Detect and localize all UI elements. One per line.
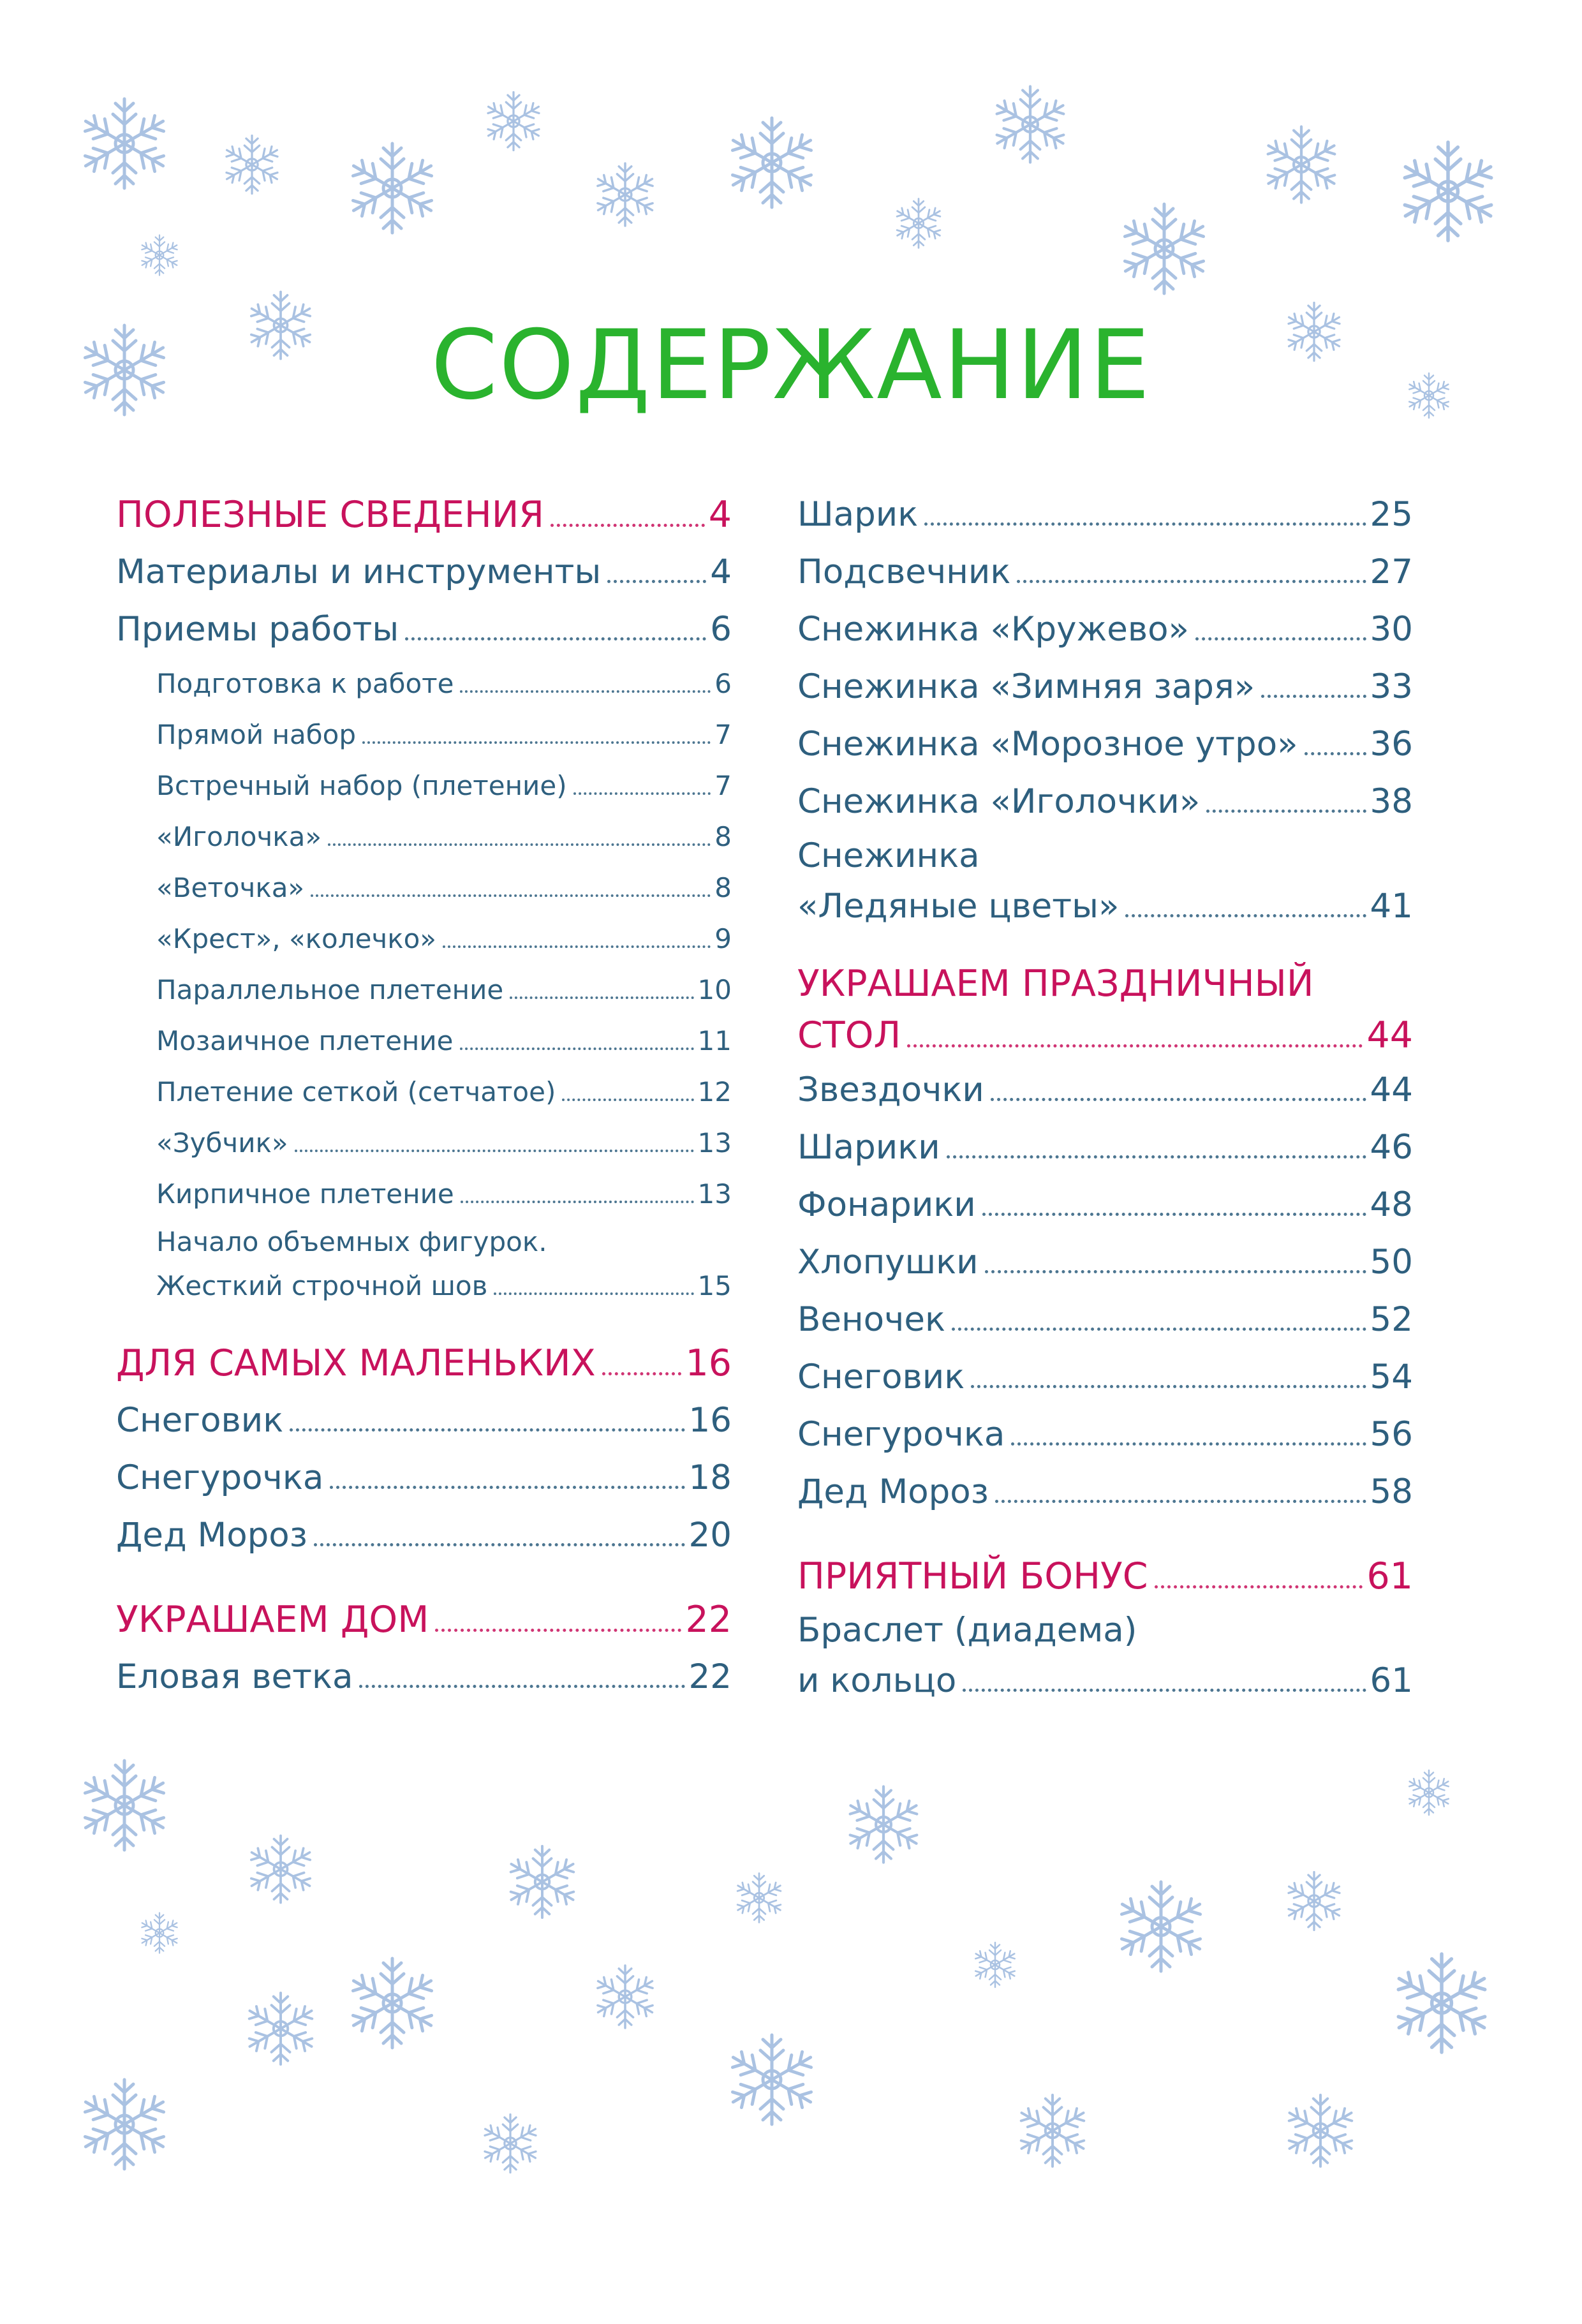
snowflake-icon: [482, 2115, 540, 2173]
toc-page-number: 16: [688, 1401, 732, 1440]
dot-leader: [405, 637, 706, 640]
toc-page-number: 27: [1370, 552, 1413, 591]
snowflake-icon: [80, 2080, 168, 2169]
toc-section: [116, 1335, 732, 1392]
toc-entry-label: Еловая ветка: [116, 1657, 353, 1696]
toc-entry-row: [797, 1291, 1413, 1349]
snowflake-icon: [1407, 1770, 1451, 1815]
toc-entry-row: [156, 658, 732, 709]
dot-leader: [1017, 580, 1366, 583]
toc-page-number: 18: [688, 1458, 732, 1497]
dot-leader: [1195, 637, 1366, 640]
toc-entry-row: [116, 1507, 732, 1564]
dot-leader: [1011, 1442, 1366, 1446]
toc-page-number: 8: [714, 872, 732, 903]
toc-item: [797, 1062, 1413, 1119]
toc-entry-label: «Зубчик»: [156, 1127, 288, 1158]
toc-entry-row: [797, 1176, 1413, 1234]
toc-item: [116, 601, 732, 658]
toc-page-number: 7: [714, 770, 732, 801]
toc-entry-label: Снеговик: [116, 1401, 284, 1440]
toc-page-number: 41: [1370, 887, 1413, 926]
toc-entry-row: [797, 486, 1413, 544]
toc-item: [797, 1291, 1413, 1349]
toc-page-number: 36: [1370, 725, 1413, 764]
toc-entry-label: Приемы работы: [116, 610, 399, 649]
toc-entry-label: ПРИЯТНЫЙ БОНУС: [797, 1555, 1148, 1597]
dot-leader: [1125, 914, 1366, 917]
toc-item: [797, 773, 1413, 831]
toc-entry-label: «Крест», «колечко»: [156, 923, 436, 954]
toc-item: [116, 1648, 732, 1706]
snowflake-icon: [348, 144, 436, 233]
toc-subitem: [116, 914, 732, 965]
toc-entry-label-line1: Браслет (диадема): [797, 1611, 1137, 1650]
toc-entry-label: Снеговик: [797, 1358, 965, 1396]
dot-leader: [985, 1270, 1366, 1273]
toc-item: [797, 658, 1413, 716]
toc-entry-row: [116, 486, 732, 544]
toc-entry-row: [797, 1062, 1413, 1119]
snowflake-icon: [223, 136, 281, 194]
toc-entry-label: Снежинка «Морозное утро»: [797, 725, 1298, 764]
dot-leader: [460, 690, 711, 693]
dot-leader: [330, 1486, 684, 1489]
toc-entry-row: [116, 1591, 732, 1648]
toc-subitem: [116, 965, 732, 1016]
toc-entry-row: [797, 1119, 1413, 1176]
toc-entry-label: «Веточка»: [156, 872, 305, 903]
toc-item: [116, 1449, 732, 1507]
dot-leader: [573, 792, 711, 795]
toc-right-column: [797, 486, 1413, 1706]
toc-page-number: 13: [697, 1127, 732, 1158]
toc-page-number: 15: [697, 1270, 732, 1301]
toc-entry-label: Жесткий строчной шов: [156, 1270, 488, 1301]
toc-page-number: 9: [714, 923, 732, 954]
toc-page-number: 44: [1370, 1070, 1413, 1109]
toc-page-number: 4: [710, 552, 732, 591]
dot-leader: [460, 1047, 694, 1050]
toc-subitem: [116, 1169, 732, 1220]
toc-entry-row: [797, 658, 1413, 716]
toc-page-number: 13: [697, 1178, 732, 1210]
toc-entry-label: Фонарики: [797, 1185, 976, 1224]
dot-leader: [1155, 1585, 1363, 1588]
toc-entry-label: Хлопушки: [797, 1243, 979, 1282]
toc-page-number: 16: [685, 1342, 732, 1384]
snowflake-icon: [80, 99, 168, 188]
toc-subitem: [116, 1016, 732, 1067]
toc-page-number: 46: [1370, 1128, 1413, 1167]
snowflake-icon: [1399, 142, 1497, 241]
dot-leader: [963, 1689, 1366, 1692]
snowflake-icon: [1393, 1954, 1490, 2052]
snowflake-icon: [1264, 127, 1339, 203]
toc-entry-label: Материалы и инструменты: [116, 552, 602, 591]
toc-entry-row: [156, 914, 732, 965]
dot-leader: [1206, 810, 1366, 813]
toc-page-number: 20: [688, 1516, 732, 1555]
toc-entry-row: [156, 1169, 732, 1220]
toc-subitem: [116, 1220, 732, 1308]
toc-item: [797, 1234, 1413, 1291]
toc-page-number: 6: [714, 668, 732, 699]
dot-leader: [359, 1685, 684, 1688]
toc-entry-label: Снегурочка: [797, 1415, 1005, 1454]
toc-section: [116, 1591, 732, 1648]
toc-entry-label-line1: Начало объемных фигурок.: [156, 1226, 547, 1257]
toc-entry-label: Подготовка к работе: [156, 668, 454, 699]
toc-item: [797, 1605, 1413, 1706]
toc-entry-row: [156, 965, 732, 1016]
toc-item: [797, 601, 1413, 658]
snowflake-icon: [993, 87, 1068, 163]
toc-entry-label: Снежинка «Кружево»: [797, 610, 1189, 649]
toc-entry-row: [797, 1009, 1413, 1062]
toc-item: [797, 544, 1413, 601]
dot-leader: [551, 524, 705, 527]
toc-entry-label-line1: УКРАШАЕМ ПРАЗДНИЧНЫЙ: [797, 963, 1314, 1005]
dot-leader: [1261, 695, 1366, 698]
toc-entry-row: [156, 760, 732, 811]
snowflake-icon: [1285, 2095, 1356, 2166]
dot-leader: [607, 580, 706, 583]
dot-leader: [435, 1629, 681, 1632]
toc-entry-row: [797, 1349, 1413, 1406]
dot-leader: [314, 1543, 685, 1546]
toc-item: [797, 1406, 1413, 1463]
toc-entry-row: [797, 1548, 1413, 1605]
toc-entry-label: Параллельное плетение: [156, 974, 504, 1005]
toc-entry-row: [797, 1406, 1413, 1463]
snowflake-icon: [348, 1958, 436, 2048]
toc-entry-label: Дед Мороз: [797, 1472, 989, 1511]
dot-leader: [510, 996, 693, 999]
toc-page-number: 11: [697, 1025, 732, 1056]
toc-entry-row: [156, 1067, 732, 1118]
dot-leader: [947, 1155, 1366, 1158]
dot-leader: [991, 1098, 1366, 1101]
toc-left-column: [116, 486, 732, 1706]
toc-page-number: 44: [1366, 1014, 1413, 1056]
snowflake-icon: [245, 1993, 316, 2064]
snowflake-icon: [973, 1943, 1017, 1987]
snowflake-icon: [894, 199, 943, 248]
dot-leader: [362, 741, 711, 744]
toc-entry-label: Веночек: [797, 1300, 945, 1339]
toc-page-number: 56: [1370, 1415, 1413, 1454]
toc-entry-row: [797, 1656, 1413, 1706]
toc-item: [797, 1119, 1413, 1176]
snowflake-icon: [1116, 1882, 1205, 1971]
toc-section: [116, 486, 732, 544]
toc-entry-label: Снежинка «Зимняя заря»: [797, 667, 1255, 706]
toc-entry-label: Плетение сеткой (сетчатое): [156, 1076, 556, 1107]
toc-subitem: [116, 658, 732, 709]
dot-leader: [971, 1385, 1366, 1388]
toc-entry-row: [156, 709, 732, 760]
dot-leader: [952, 1328, 1366, 1331]
dot-leader: [328, 843, 711, 846]
snowflake-icon: [727, 2035, 816, 2124]
snowflake-icon: [727, 118, 816, 207]
toc-subitem: [116, 709, 732, 760]
snowflake-icon: [80, 1761, 168, 1850]
dot-leader: [602, 1372, 682, 1375]
snowflake-icon: [735, 1874, 784, 1923]
toc-entry-row: [116, 1392, 732, 1449]
toc-entry-label: «Ледяные цветы»: [797, 887, 1120, 926]
toc-page-number: 7: [714, 719, 732, 750]
toc-entry-row: [797, 716, 1413, 773]
toc-entry-label: ДЛЯ САМЫХ МАЛЕНЬКИХ: [116, 1342, 596, 1384]
toc-entry-row: [156, 862, 732, 914]
toc-page-number: 61: [1366, 1555, 1413, 1597]
toc-entry-row: [156, 1118, 732, 1169]
toc-subitem: [116, 1067, 732, 1118]
toc-entry-label: Шарик: [797, 495, 919, 534]
toc-entry-row: [156, 1264, 732, 1308]
toc-page-number: 30: [1370, 610, 1413, 649]
snowflake-icon: [1017, 2095, 1088, 2166]
toc-entry-label: Мозаичное плетение: [156, 1025, 454, 1056]
toc-subitem: [116, 760, 732, 811]
toc-page-number: 50: [1370, 1243, 1413, 1282]
snowflake-icon: [485, 93, 543, 151]
toc-entry-row: [116, 1449, 732, 1507]
toc-entry-label: Подсвечник: [797, 552, 1011, 591]
dot-leader: [562, 1099, 693, 1101]
dot-leader: [494, 1292, 693, 1295]
toc-item: [797, 1176, 1413, 1234]
toc-subitem: [116, 1118, 732, 1169]
toc-entry-label: «Иголочка»: [156, 821, 322, 852]
toc-page-number: 61: [1370, 1661, 1413, 1700]
toc-entry-row: [116, 1648, 732, 1706]
snowflake-icon: [140, 235, 180, 276]
toc-entry-row: [797, 544, 1413, 601]
toc-entry-label: Дед Мороз: [116, 1516, 307, 1555]
toc-entry-label: Кирпичное плетение: [156, 1178, 454, 1210]
toc-page-number: 33: [1370, 667, 1413, 706]
toc-section: [797, 958, 1413, 1062]
toc-item: [797, 831, 1413, 931]
toc-entry-row: [797, 882, 1413, 931]
toc-entry-row: [116, 544, 732, 601]
toc-entry-row: [156, 1016, 732, 1067]
toc-page-number: 58: [1370, 1472, 1413, 1511]
toc-page-number: 22: [688, 1657, 732, 1696]
toc-entry-label: Встречный набор (плетение): [156, 770, 567, 801]
toc-entry-label-line1: Снежинка: [797, 836, 980, 875]
toc-page-number: 25: [1370, 495, 1413, 534]
toc-page-number: 6: [710, 610, 732, 649]
toc-entry-row: [116, 601, 732, 658]
toc-entry-row: [797, 1463, 1413, 1521]
snowflake-icon: [506, 1846, 577, 1918]
toc-page-number: 4: [708, 494, 732, 536]
toc-entry-label: и кольцо: [797, 1661, 957, 1700]
toc-entry-row: [116, 1335, 732, 1392]
toc-entry-label: Снежинка «Иголочки»: [797, 782, 1201, 821]
toc-entry-label: ПОЛЕЗНЫЕ СВЕДЕНИЯ: [116, 494, 545, 536]
dot-leader: [924, 522, 1366, 526]
toc-entry-label: Снегурочка: [116, 1458, 324, 1497]
snowflake-icon: [1120, 204, 1208, 293]
toc-page-number: 22: [685, 1599, 732, 1641]
page-title: СОДЕРЖАНИЕ: [431, 310, 1151, 421]
toc-item: [116, 1392, 732, 1449]
dot-leader: [295, 1150, 694, 1152]
toc-page-number: 12: [697, 1076, 732, 1107]
snowflake-icon: [594, 1965, 656, 2028]
toc-item: [797, 486, 1413, 544]
toc-entry-label: Прямой набор: [156, 719, 356, 750]
toc-page-number: 48: [1370, 1185, 1413, 1224]
dot-leader: [995, 1500, 1366, 1503]
toc-entry-row: [797, 773, 1413, 831]
toc-item: [116, 544, 732, 601]
snowflake-icon: [594, 163, 656, 226]
dot-leader: [461, 1201, 694, 1203]
dot-leader: [1305, 752, 1366, 755]
toc-item: [797, 1349, 1413, 1406]
toc-entry-label: СТОЛ: [797, 1014, 901, 1056]
toc-entry-label: Звездочки: [797, 1070, 984, 1109]
dot-leader: [907, 1044, 1363, 1047]
toc-entry-label: Шарики: [797, 1128, 940, 1167]
snowflake-icon: [1285, 1872, 1343, 1930]
toc-subitem: [116, 862, 732, 914]
snowflake-icon: [248, 1836, 314, 1903]
dot-leader: [443, 945, 711, 948]
toc-entry-row: [797, 601, 1413, 658]
toc-page-number: 8: [714, 821, 732, 852]
toc-page-number: 38: [1370, 782, 1413, 821]
snowflake-icon: [846, 1787, 921, 1863]
dot-leader: [290, 1428, 684, 1432]
toc-section: [797, 1548, 1413, 1605]
toc-page-number: 52: [1370, 1300, 1413, 1339]
toc-page-number: 54: [1370, 1358, 1413, 1396]
snowflake-icon: [140, 1913, 180, 1953]
toc-subitem: [116, 811, 732, 862]
toc-entry-row: [156, 811, 732, 862]
dot-leader: [982, 1213, 1366, 1216]
toc-entry-row: [797, 1234, 1413, 1291]
toc-item: [797, 716, 1413, 773]
toc-entry-label: УКРАШАЕМ ДОМ: [116, 1599, 429, 1641]
toc-page-number: 10: [697, 974, 732, 1005]
toc-item: [797, 1463, 1413, 1521]
dot-leader: [311, 894, 711, 897]
toc-item: [116, 1507, 732, 1564]
